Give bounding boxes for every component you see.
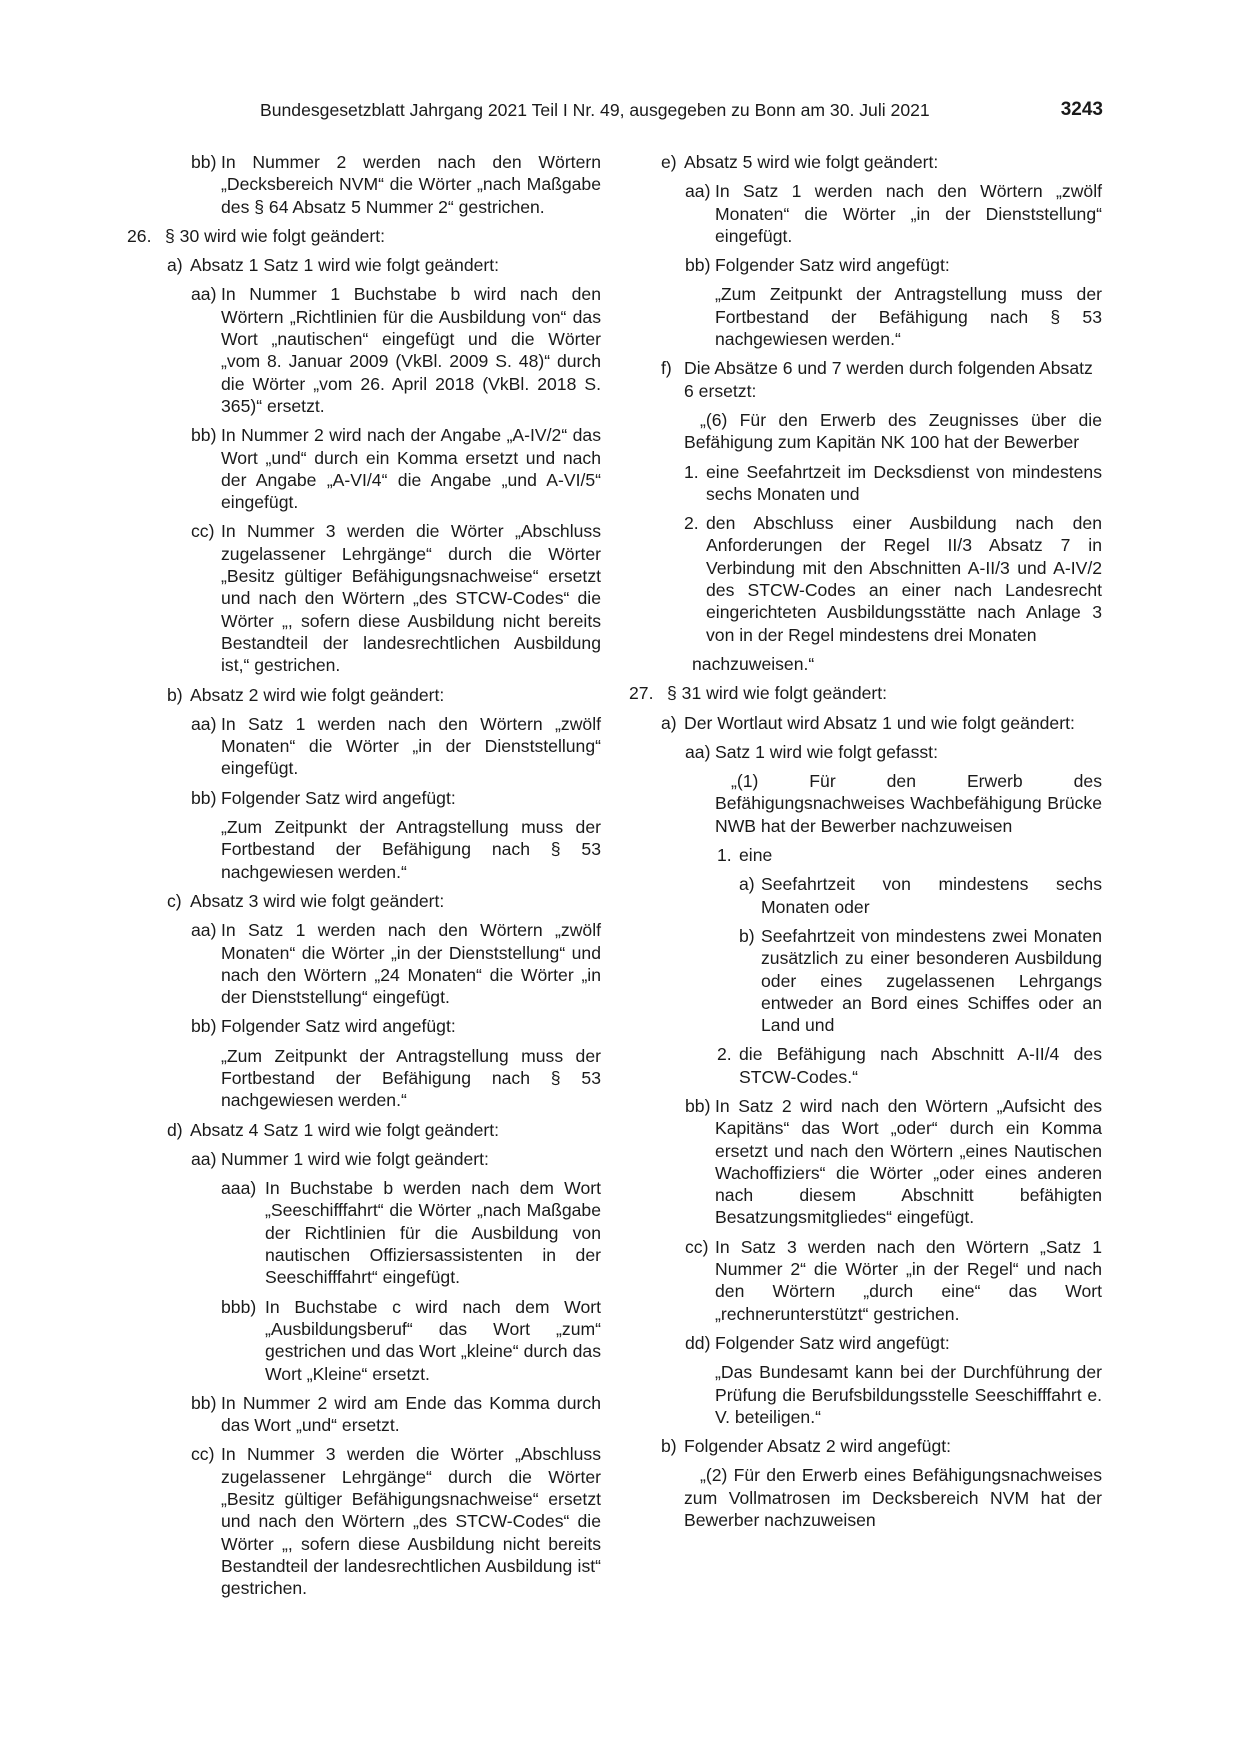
item-text: Folgender Satz wird angefügt: (715, 1332, 950, 1353)
item-label: bbb) (221, 1296, 257, 1317)
left-column (129, 151, 601, 1607)
quoted-text: „(2) Für den Erwerb eines Befähigungsnachweises zum Vollmatrosen im Decksbereich NVM hat der Bewerber nachzuweisen (684, 1465, 1102, 1531)
list-item (191, 424, 601, 513)
list-item (661, 1435, 1102, 1457)
list-item (661, 151, 1102, 173)
item-text: In Satz 1 werden nach den Wörtern „zwölf Monaten“ die Wörter „in der Dienststellung“ eingefügt. (715, 181, 1102, 246)
closing-text: nachzuweisen.“ (692, 653, 815, 674)
running-header (0, 99, 1241, 125)
list-item (191, 787, 601, 809)
list-item (717, 844, 1102, 866)
item-text: In Satz 1 werden nach den Wörtern „zwölf Monaten“ die Wörter „in der Dienststellung“ eingefügt. (221, 713, 601, 779)
item-label: d) (167, 1119, 183, 1140)
item-text: Folgender Satz wird angefügt: (715, 255, 950, 276)
item-label: a) (739, 874, 755, 895)
item-text: die Befähigung nach Abschnitt A-II/4 des STCW-Codes.“ (739, 1044, 1102, 1087)
item-label: bb) (685, 255, 711, 276)
item-label: dd) (685, 1332, 711, 1353)
item-label: a) (167, 255, 183, 276)
item-text: Folgender Satz wird angefügt: (221, 1016, 456, 1037)
quoted-text: „Zum Zeitpunkt der Antragstellung muss der Fortbestand der Befähigung nach § 53 nachgewiesen werden.“ (221, 817, 601, 882)
quoted-text: „Das Bundesamt kann bei der Durchführung der Prüfung die Berufsbildungsstelle Seeschifffahrt e. V. beteiligen.“ (715, 1362, 1102, 1427)
list-item (191, 919, 601, 1008)
list-item (739, 925, 1102, 1036)
item-label: 2. (717, 1044, 732, 1065)
item-text: Der Wortlaut wird Absatz 1 und wie folgt geändert: (684, 712, 1075, 733)
item-text: In Nummer 3 werden die Wörter „Abschluss zugelassener Lehrgänge“ durch die Wörter „Besitz gültiger Befähigungsnachweise“ ersetzt und nach den Wörtern „des STCW-Codes“ die Wörter „, sofern diese Ausbildung nicht bereits Bestandteil der landesrechtlichen Ausbildung ist“ gestrichen. (221, 1444, 601, 1599)
item-label: aa) (685, 181, 711, 202)
item-label: bb) (191, 1016, 217, 1037)
list-item (685, 180, 1102, 247)
item-label: bb) (191, 1392, 217, 1413)
item-label: c) (167, 890, 182, 911)
item-text: In Satz 1 werden nach den Wörtern „zwölf Monaten“ die Wörter „in der Dienststellung“ und nach den Wörtern „24 Monaten“ die Wörter „in der Dienststellung“ eingefügt. (221, 920, 601, 1008)
list-item (167, 684, 601, 706)
list-item (127, 225, 601, 247)
item-text: Absatz 2 wird wie folgt geändert: (190, 684, 445, 705)
item-text: § 31 wird wie folgt geändert: (667, 683, 888, 704)
item-text: Folgender Absatz 2 wird angefügt: (684, 1436, 952, 1457)
list-item (167, 1119, 601, 1141)
item-label: bb) (191, 787, 217, 808)
list-item (717, 1043, 1102, 1088)
item-text: In Nummer 3 werden die Wörter „Abschluss zugelassener Lehrgänge“ durch die Wörter „Besitz gültiger Befähigungsnachweise“ ersetzt und nach den Wörtern „des STCW-Codes“ die Wörter „, sofern diese Ausbildung nicht bereits Bestandteil der landesrechtlichen Ausbildung ist,“ gestrichen. (221, 521, 601, 676)
quoted-text: „(1) Für den Erwerb des Befähigungsnachweises Wachbefähigung Brücke NWB hat der Bewerber nachzuweisen (715, 771, 1102, 836)
item-label: b) (739, 925, 755, 946)
item-label: aa) (191, 1148, 217, 1169)
list-item (191, 1015, 601, 1037)
item-label: e) (661, 152, 677, 172)
list-item (685, 1332, 1102, 1354)
list-item (191, 1392, 601, 1437)
item-label: cc) (191, 1444, 215, 1465)
list-item (191, 151, 601, 218)
list-item (167, 890, 601, 912)
list-item (191, 713, 601, 780)
item-label: 26. (127, 225, 152, 246)
item-label: a) (661, 712, 677, 733)
item-text: den Abschluss einer Ausbildung nach den Anforderungen der Regel II/3 Absatz 7 in Verbindung mit den Abschnitten A-II/3 und A-IV/2 des STCW-Codes an einer nach Landesrecht eingerichteten Ausbildungsstätte nach Anlage 3 von in der Regel mindestens drei Monaten (706, 513, 1102, 645)
list-item (221, 1296, 601, 1385)
item-text: Nummer 1 wird wie folgt geändert: (221, 1148, 489, 1169)
item-label: 2. (684, 513, 699, 534)
item-text: Absatz 1 Satz 1 wird wie folgt geändert: (190, 255, 500, 276)
item-label: b) (167, 684, 183, 705)
item-label: bb) (685, 1095, 711, 1116)
item-text: Absatz 4 Satz 1 wird wie folgt geändert: (190, 1119, 500, 1140)
item-text: Folgender Satz wird angefügt: (221, 787, 456, 808)
item-text: In Satz 3 werden nach den Wörtern „Satz 1 Nummer 2“ die Wörter „in der Regel“ und nach den Wörtern „durch eine“ das Wort „rechnerunterstützt“ gestrichen. (715, 1236, 1102, 1324)
list-item (684, 512, 1102, 646)
item-text: In Nummer 2 wird am Ende das Komma durch das Wort „und“ ersetzt. (221, 1392, 601, 1436)
list-item (191, 520, 601, 676)
quoted-text: „Zum Zeitpunkt der Antragstellung muss der Fortbestand der Befähigung nach § 53 nachgewiesen werden.“ (715, 284, 1102, 350)
list-item (191, 1148, 601, 1170)
item-label: 27. (629, 683, 654, 704)
item-label: f) (661, 358, 672, 379)
item-text: Satz 1 wird wie folgt gefasst: (715, 741, 938, 762)
item-text: Absatz 5 wird wie folgt geändert: (684, 152, 939, 172)
item-label: b) (661, 1436, 677, 1457)
list-item (167, 254, 601, 276)
item-label: 1. (684, 461, 699, 482)
quoted-text: „Zum Zeitpunkt der Antragstellung muss der Fortbestand der Befähigung nach § 53 nachgewiesen werden.“ (221, 1045, 601, 1111)
list-item (661, 357, 1102, 402)
item-label: aa) (191, 920, 217, 941)
item-text: Absatz 3 wird wie folgt geändert: (190, 890, 445, 911)
item-text: In Nummer 2 wird nach der Angabe „A-IV/2“ das Wort „und“ durch ein Komma ersetzt und nach der Angabe „A-VI/4“ die Angabe „und A-VI/5“ eingefügt. (221, 425, 601, 513)
item-text: eine Seefahrtzeit im Decksdienst von mindestens sechs Monaten und (706, 461, 1102, 504)
right-column (629, 151, 1102, 1538)
item-text: In Satz 2 wird nach den Wörtern „Aufsicht des Kapitäns“ das Wort „oder“ durch ein Komma ersetzt und nach den Wörtern „eines Nautischen Wachoffiziers“ die Wörter „oder eines anderen nach diesem Abschnitt befähigten Besatzungsmitgliedes“ eingefügt. (715, 1095, 1102, 1228)
list-item (191, 1443, 601, 1599)
item-label: cc) (191, 521, 215, 542)
item-label: cc) (685, 1236, 709, 1257)
list-item (684, 461, 1102, 506)
item-label: aa) (191, 284, 217, 305)
list-item (661, 712, 1102, 734)
list-item (629, 682, 1102, 704)
item-label: aaa) (221, 1178, 257, 1199)
item-text: In Nummer 1 Buchstabe b wird nach den Wörtern „Richtlinien für die Ausbildung von“ das Wort „nautischen“ eingefügt und die Wörter „vom 8. Januar 2009 (VkBl. 2009 S. 48)“ durch die Wörter „vom 26. April 2018 (VkBl. 2018 S. 365)“ ersetzt. (221, 284, 601, 416)
header-title: Bundesgesetzblatt Jahrgang 2021 Teil I Nr. 49, ausgegeben zu Bonn am 30. Juli 2021 (260, 100, 930, 120)
item-label: 1. (717, 845, 732, 866)
item-text: In Buchstabe c wird nach dem Wort „Ausbildungsberuf“ das Wort „zum“ gestrichen und das Wort „kleine“ durch das Wort „Kleine“ ersetzt. (265, 1296, 601, 1384)
item-label: bb) (191, 152, 217, 172)
quoted-text: „(6) Für den Erwerb des Zeugnisses über die Befähigung zum Kapitän NK 100 hat der Bewerber (684, 409, 1102, 453)
item-text: § 30 wird wie folgt geändert: (165, 225, 386, 246)
item-text: eine (739, 845, 773, 866)
item-label: aa) (191, 713, 217, 734)
list-item (685, 741, 1102, 763)
item-label: bb) (191, 425, 217, 446)
list-item (191, 283, 601, 417)
item-text: Seefahrtzeit von mindestens zwei Monaten zusätzlich zu einer besonderen Ausbildung oder eines zugelassenen Lehrgangs entweder an Bord eines Schiffes oder an Land und (761, 925, 1102, 1036)
item-label: aa) (685, 741, 711, 762)
list-item (221, 1177, 601, 1288)
list-item (685, 1095, 1102, 1229)
item-text: Seefahrtzeit von mindestens sechs Monaten oder (761, 874, 1102, 917)
list-item (739, 873, 1102, 918)
list-item (685, 254, 1102, 276)
item-text: Die Absätze 6 und 7 werden durch folgenden Absatz 6 ersetzt: (684, 358, 1093, 401)
list-item (685, 1236, 1102, 1325)
item-text: In Nummer 2 werden nach den Wörtern „Decksbereich NVM“ die Wörter „nach Maßgabe des § 64 Absatz 5 Nummer 2“ gestrichen. (221, 152, 601, 217)
item-text: In Buchstabe b werden nach dem Wort „Seeschifffahrt“ die Wörter „nach Maßgabe der Richtlinien für die Ausbildung von nautischen Offiziersassistenten in der Seeschifffahrt“ eingefügt. (265, 1178, 601, 1288)
page-number: 3243 (1060, 99, 1103, 120)
